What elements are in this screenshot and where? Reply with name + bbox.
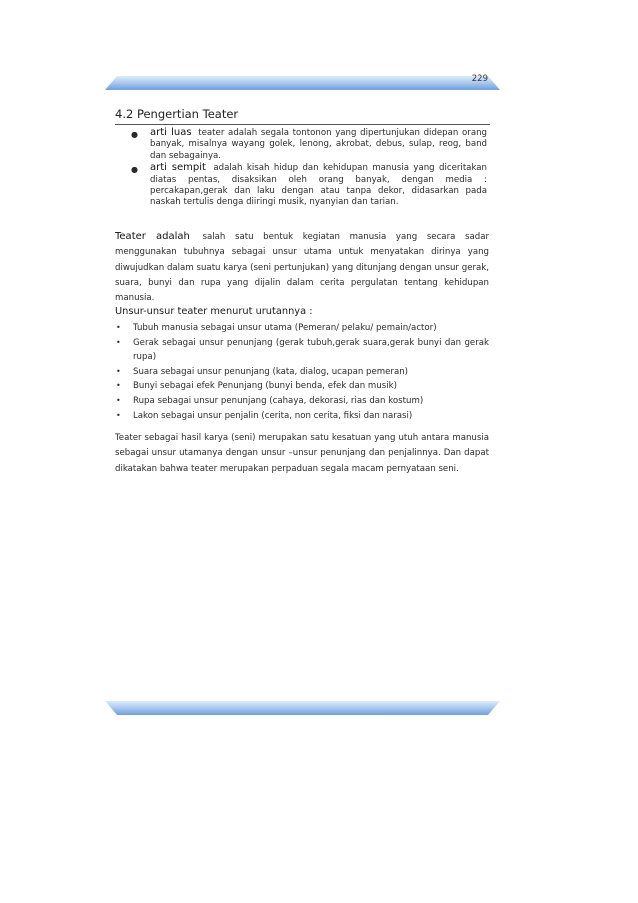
definition-text: adalah kisah hidup dan kehidupan manusia yang diceritakan diatas pentas, disaksikan oleh orang banyak, dengan media : percakapan,gerak dan laku dengan atau tanpa dekor, didasarkan pada naskah tertulis denga diiringi musik, nyanyian dan tarian. [150,163,487,208]
list-item [115,394,489,408]
bullet-icon: ● [131,165,138,175]
page-number: 229 [471,74,488,84]
list-item [115,365,489,379]
bullet-icon: • [116,410,121,420]
list-item-text: Tubuh manusia sebagai unsur utama (Pemeran/ pelaku/ pemain/actor) [133,323,437,333]
bullet-icon: • [116,323,121,332]
definition-text: teater adalah segala tontonon yang dipertunjukan didepan orang banyak, misalnya wayang golek, lenong, akrobat, debus, sulap, reog, band dan sebagainya. [150,128,488,161]
closing-paragraph: Teater sebagai hasil karya (seni) merupakan satu kesatuan yang utuh antara manusia sebagai unsur utamanya dengan unsur –unsur penunjang dan penjalinnya. Dan dapat dikatakan bahwa teater merupakan perpaduan segala macam pernyataan seni. [115,433,489,474]
list-item-text: Bunyi sebagai efek Penunjang (bunyi benda, efek dan musik) [133,381,397,392]
definition-item-arti-sempit [130,162,487,209]
bullet-icon: • [116,381,121,391]
bullet-icon: • [116,366,121,376]
definition-item-arti-luas [130,127,487,162]
list-item [115,409,489,423]
intro-text: salah satu bentuk kegiatan manusia yang secara sadar menggunakan tubuhnya sebagai unsur utama untuk menyatakan dirinya yang diwujudkan dalam suatu karya (seni pertunjukan) yang ditunjang dengan unsur gerak, suara, bunyi dan rupa yang dijalin dalam cerita pergulatan tentang kehidupan manusia. [115,232,490,304]
list-item-text: Gerak sebagai unsur penunjang (gerak tubuh,gerak suara,gerak bunyi dan gerak rupa) [133,337,489,362]
list-item-text: Lakon sebagai unsur penjalin (cerita, non cerita, fiksi dan narasi) [133,410,413,421]
list-item [115,321,489,335]
bullet-icon: • [116,337,121,347]
intro-paragraph [115,229,489,306]
unsur-list [115,321,489,423]
definition-list [130,127,487,209]
title-underline [115,124,490,125]
definition-term: arti luas [150,127,192,138]
bullet-icon: ● [131,130,138,139]
section-title: 4.2 Pengertian Teater [115,107,239,121]
list-item [115,379,489,393]
list-item [115,336,489,364]
list-item-text: Suara sebagai unsur penunjang (kata, dialog, ucapan pemeran) [133,366,409,377]
definition-term: arti sempit [150,162,206,174]
bottom-banner-graphic [105,701,500,715]
intro-term: Teater adalah [115,231,190,242]
list-item-text: Rupa sebagai unsur penunjang (cahaya, dekorasi, rias dan kostum) [133,396,424,407]
bullet-icon: • [116,396,121,406]
bottom-banner [105,701,500,715]
unsur-heading: Unsur-unsur teater menurut urutannya : [115,306,313,317]
